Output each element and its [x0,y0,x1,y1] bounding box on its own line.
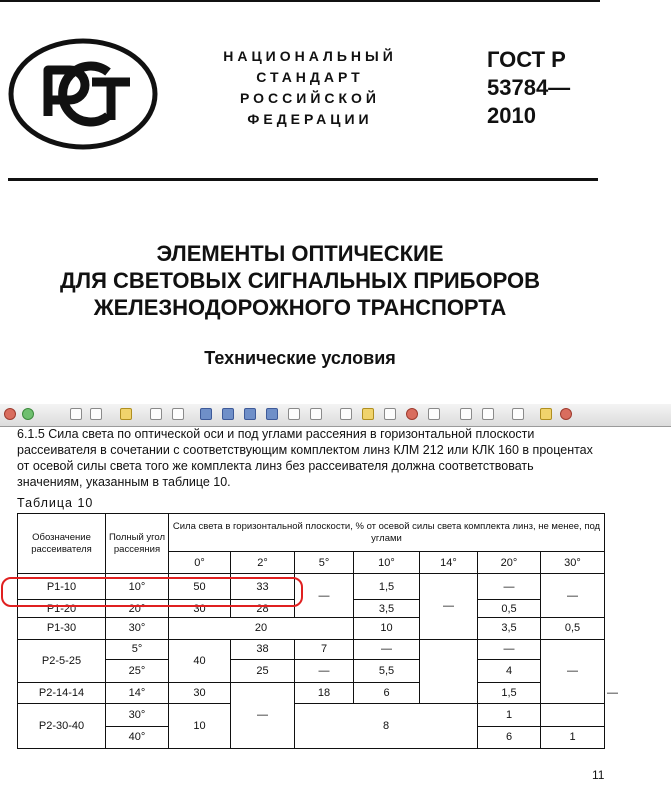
table-row [18,659,605,682]
standard-number: ГОСТ Р 53784— 2010 [487,47,571,128]
cell-value: 4 [478,659,541,682]
cell-value: 3,5 [478,618,541,639]
table-caption: Таблица 10 [17,496,94,510]
cell-value: 40 [169,639,231,682]
marker-icon[interactable] [362,408,374,420]
cell-angle: 30° [106,703,169,726]
cell-value: 30 [169,682,231,703]
cell-value: — [295,574,354,618]
cell-angle: 25° [106,659,169,682]
cell-name: Р1-20 [18,600,106,618]
cell-value: — [541,574,605,618]
chart-icon[interactable] [310,408,322,420]
page-icon[interactable] [70,408,82,420]
table-row [18,703,605,726]
cell-name: Р2-30-40 [18,703,106,748]
text-icon[interactable] [384,408,396,420]
header-intensity: Сила света в горизонтальной плоскости, % от осевой силы света комплекта линз, не менее, под углами [169,514,605,552]
top-rule [0,0,600,12]
header-angle-10: 10° [354,552,420,574]
zoom-icon[interactable] [340,408,352,420]
cell-value [541,703,605,726]
cell-value: 6 [478,726,541,748]
cell-angle: 14° [106,682,169,703]
cell-value: — [420,574,478,639]
list-icon[interactable] [428,408,440,420]
cell-name: Р1-30 [18,618,106,639]
cell-value: — [295,659,354,682]
cell-value: 50 [169,574,231,600]
split-icon[interactable] [266,408,278,420]
document-icon[interactable] [150,408,162,420]
cell-value: 33 [231,574,295,600]
help-icon[interactable] [540,408,552,420]
table-row [18,639,605,659]
cell-value: 25 [231,659,295,682]
cell-angle: 40° [106,726,169,748]
document-title: ЭЛЕМЕНТЫ ОПТИЧЕСКИЕ ДЛЯ СВЕТОВЫХ СИГНАЛЬНЫХ ПРИБОРОВ ЖЕЛЕЗНОДОРОЖНОГО ТРАНСПОРТА [60,241,540,320]
clause-6-1-5: 6.1.5 Сила света по оптической оси и под углами рассеяния в горизонтальной плоскости рассеивателя в сочетании с соответствующим комплектом линз КЛМ 212 или КЛК 160 в процентах от осевой силы света того же комплекта линз без рассеивателя должна соответствовать значениям, указанным в таблице 10. [17,427,593,489]
cell-value [420,639,478,703]
cell-value: — [478,574,541,600]
folder-icon[interactable] [120,408,132,420]
cell-name: Р2-14-14 [18,682,106,703]
cell-value: 3,5 [354,600,420,618]
cell-angle: 20° [106,600,169,618]
cell-value: — [478,639,541,659]
cell-value: 0,5 [541,618,605,639]
cell-angle: 10° [106,574,169,600]
cell-value: — [231,682,295,748]
cell-value: 1 [478,703,541,726]
header-divider [8,178,598,181]
cell-angle: 30° [106,618,169,639]
cell-value: 20 [169,618,354,639]
refresh-icon[interactable] [22,408,34,420]
table-row: Р2-14-14 14° 30 — 18 6 1,5 — [18,682,605,703]
cell-value: 5,5 [354,659,420,682]
header-angle-2: 2° [231,552,295,574]
cell-value: 30 [169,600,231,618]
grid-icon[interactable] [244,408,256,420]
diffuser-intensity-table [17,513,618,749]
viewer-toolbar [0,404,671,427]
cell-value: 1,5 [354,574,420,600]
header-designation: Обозначение рассеивателя [18,514,106,574]
cell-value: 1 [541,726,605,748]
cell-value: 1,5 [478,682,541,703]
cell-value: — [541,639,605,703]
close-icon[interactable] [560,408,572,420]
table-row [18,618,605,639]
tile-icon[interactable] [222,408,234,420]
cell-value: 7 [295,639,354,659]
cell-value: 6 [354,682,420,703]
cell-value: 28 [231,600,295,618]
cell-value: 0,5 [478,600,541,618]
cell-value: 18 [295,682,354,703]
cell-value: 10 [354,618,420,639]
paste-icon[interactable] [172,408,184,420]
highlight-annotation [1,577,303,607]
header-angle-20: 20° [478,552,541,574]
cell-name: Р1-10 [18,574,106,600]
cell-angle: 5° [106,639,169,659]
cell-value: — [354,639,420,659]
copy-icon[interactable] [90,408,102,420]
document-subtitle: Технические условия [204,348,396,368]
page-number: 11 [592,768,605,782]
cell-value: 8 [295,703,478,748]
cell-name: Р2-5-25 [18,639,106,682]
settings-icon[interactable] [512,408,524,420]
window-icon[interactable] [200,408,212,420]
organization-name: НАЦИОНАЛЬНЫЙ СТАНДАРТ РОССИЙСКОЙ ФЕДЕРАЦИИ [223,48,397,127]
print-icon[interactable] [460,408,472,420]
header-angle-5: 5° [295,552,354,574]
record-icon[interactable] [406,408,418,420]
table-icon[interactable] [288,408,300,420]
header-angle-30: 30° [541,552,605,574]
rst-logo [8,38,158,150]
cell-value: 10 [169,703,231,748]
header-full-angle: Полный угол рассеяния [106,514,169,574]
cell-value: 38 [231,639,295,659]
header-angle-0: 0° [169,552,231,574]
export-icon[interactable] [482,408,494,420]
stop-icon[interactable] [4,408,16,420]
header-angle-14: 14° [420,552,478,574]
